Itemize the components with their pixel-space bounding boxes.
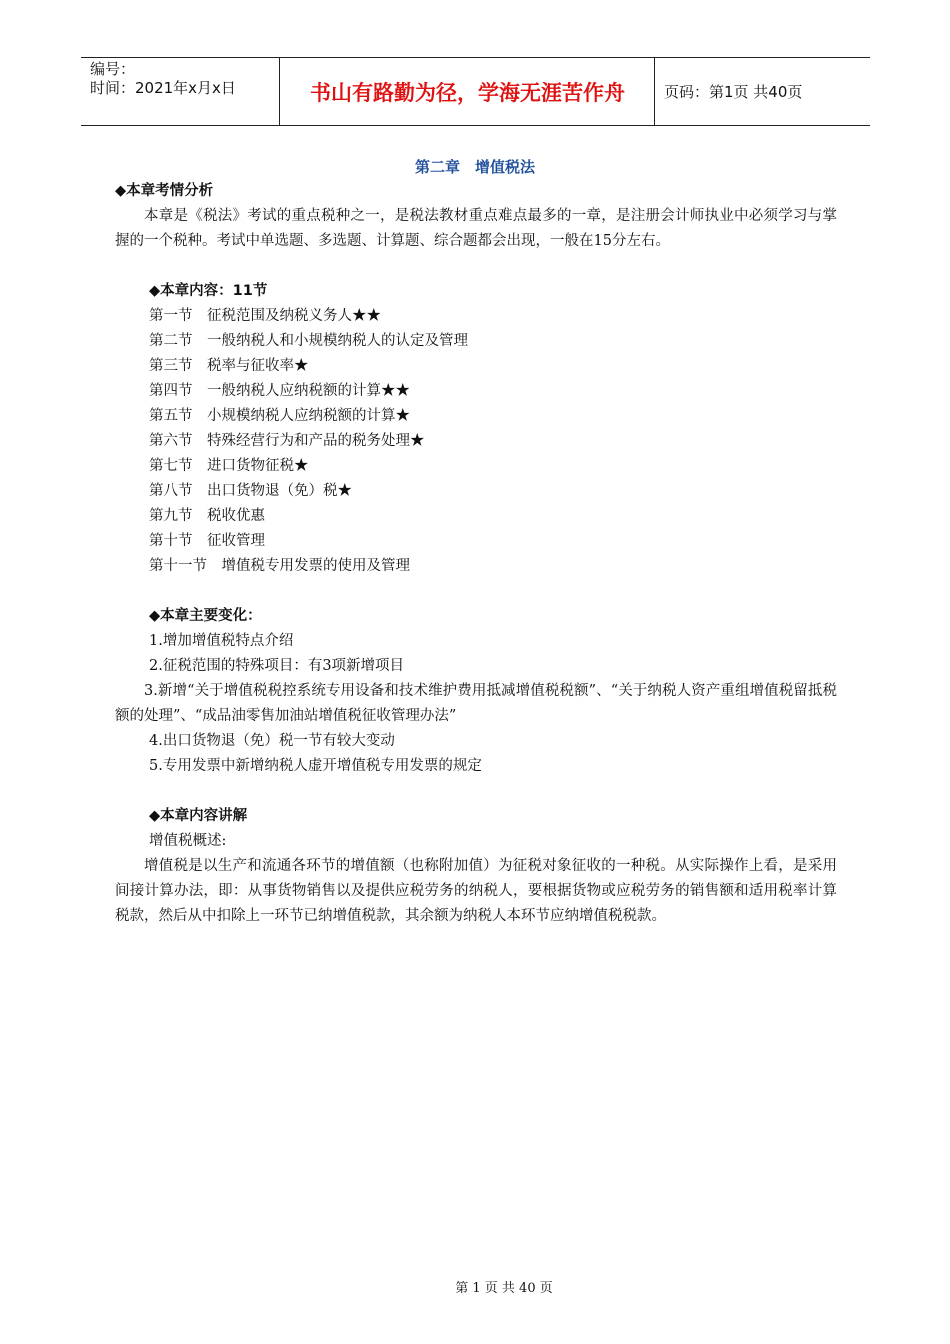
section-item: 第十节 征收管理 (149, 533, 265, 549)
header-page-info: 页码：第1页 共40页 (664, 83, 803, 101)
analysis-paragraph: 本章是《税法》考试的重点税种之一，是税法教材重点难点最多的一章，是注册会计师执业中必须学习与掌握的一个税种。考试中单选题、多选题、计算题、综合题都会出现，一般在15分左右。 (115, 208, 837, 249)
section-item: 第七节 进口货物征税★ (149, 458, 309, 474)
header-meta-cell (81, 58, 280, 125)
section-item: 第九节 税收优惠 (149, 508, 265, 524)
header-motto: 书山有路勤为径，学海无涯苦作舟 (281, 58, 655, 125)
explain-paragraph: 增值税是以生产和流通各环节的增值额（也称附加值）为征税对象征收的一种税。从实际操作上看，是采用间接计算办法，即：从事货物销售以及提供应税劳务的纳税人，要根据货物或应税劳务的销售额和适用税率计算税款，然后从中扣除上一环节已纳增值税款，其余额为纳税人本环节应纳增值税税款。 (115, 858, 837, 924)
explain-heading: ◆本章内容讲解 (149, 808, 248, 824)
page-footer: 第 1 页 共 40 页 (455, 1281, 553, 1296)
time-label: 时间：2021年x月x日 (90, 79, 236, 97)
section-item: 第一节 征税范围及纳税义务人★★ (149, 308, 381, 324)
contents-heading: ◆本章内容：11节 (149, 283, 268, 299)
chapter-title: 第二章 增值税法 (414, 158, 535, 176)
changes-heading: ◆本章主要变化： (149, 608, 262, 624)
document-header (81, 57, 870, 126)
change-item: 3.新增“关于增值税税控系统专用设备和技术维护费用抵减增值税税额”、“关于纳税人资产重组增值税留抵税额的处理”、“成品油零售加油站增值税征收管理办法” (115, 683, 837, 724)
change-item: 5.专用发票中新增纳税人虚开增值税专用发票的规定 (149, 758, 482, 774)
section-item: 第五节 小规模纳税人应纳税额的计算★ (149, 408, 410, 424)
explain-subheading: 增值税概述: (149, 833, 227, 849)
section-item: 第二节 一般纳税人和小规模纳税人的认定及管理 (149, 333, 468, 349)
section-item: 第三节 税率与征收率★ (149, 358, 309, 374)
change-item: 1.增加增值税特点介绍 (149, 633, 294, 649)
document-body (115, 179, 837, 929)
section-item: 第八节 出口货物退（免）税★ (149, 483, 352, 499)
section-item: 第六节 特殊经营行为和产品的税务处理★ (149, 433, 425, 449)
change-item: 2.征税范围的特殊项目：有3项新增项目 (149, 658, 405, 674)
section-item: 第四节 一般纳税人应纳税额的计算★★ (149, 383, 410, 399)
section-item: 第十一节 增值税专用发票的使用及管理 (149, 558, 410, 574)
change-item: 4.出口货物退（免）税一节有较大变动 (149, 733, 395, 749)
number-label: 编号： (90, 60, 136, 78)
analysis-heading: ◆本章考情分析 (115, 183, 214, 199)
